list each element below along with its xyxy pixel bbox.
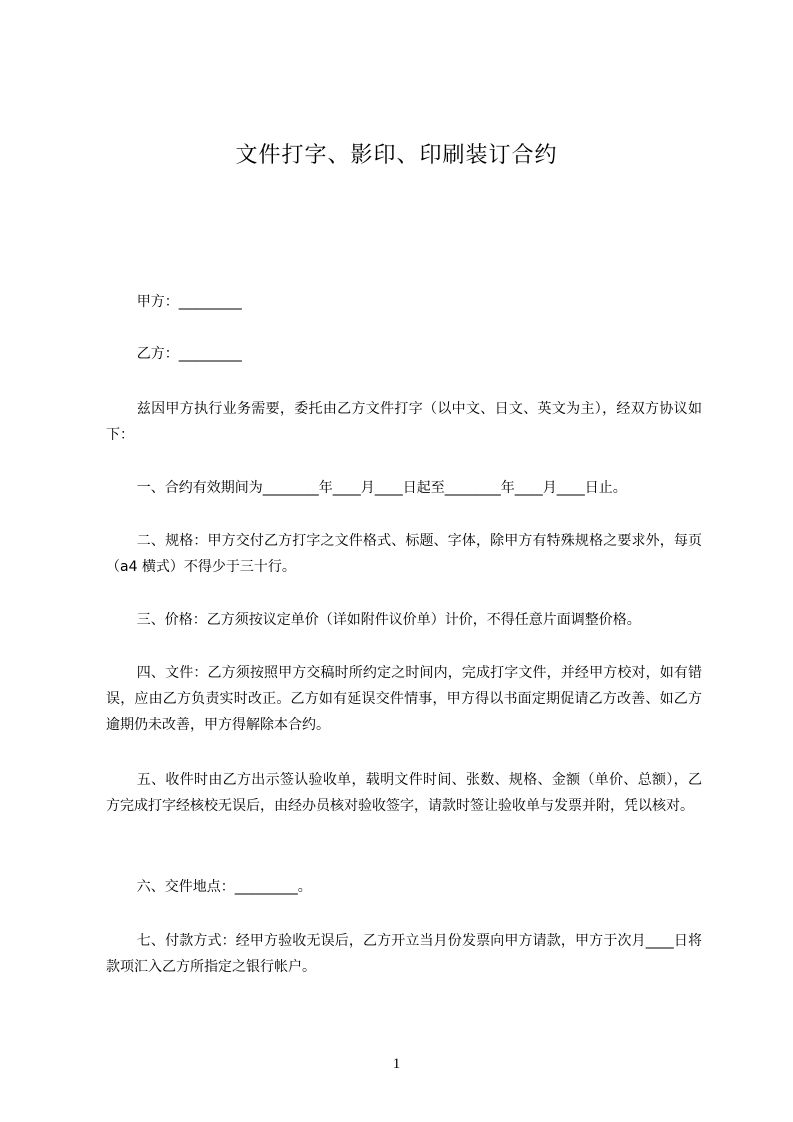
clause-4: 四、文件：乙方须按照甲方交稿时所约定之时间内，完成打字文件，并经甲方校对，如有错误，应由乙方负责实时改正。乙方如有延误交件情事，甲方得以书面定期促请乙方改善、如乙方逾期仍未改善，甲方得解除本合约。 <box>106 665 702 733</box>
clause-6: 六、交件地点：_________。 <box>136 879 312 895</box>
clause-3: 三、价格：乙方须按议定单价（详如附件议价单）计价，不得任意片面调整价格。 <box>136 612 641 628</box>
clause-5: 五、收件时由乙方出示签认验收单，载明文件时间、张数、规格、金额（单价、总额），乙方完成打字经核校无误后，由经办员核对验收签字，请款时签让验收单与发票并附，凭以核对。 <box>106 772 702 814</box>
clause-7: 七、付款方式：经甲方验收无误后，乙方开立当月份发票向甲方请款，甲方于次月____日将款项汇入乙方所指定之银行帐户。 <box>106 933 702 975</box>
page-title: 文件打字、影印、印刷装订合约 <box>235 143 558 168</box>
party-b-line: 乙方：_________ <box>136 346 242 362</box>
clause-2: 二、规格：甲方交付乙方打字之文件格式、标题、字体，除甲方有特殊规格之要求外，每页（a4 横式）不得少于三十行。 <box>106 533 702 575</box>
intro-paragraph: 兹因甲方执行业务需要，委托由乙方文件打字（以中文、日文、英文为主），经双方协议如下： <box>106 401 702 443</box>
party-a-line: 甲方：_________ <box>136 294 242 310</box>
page-number: 1 <box>392 1056 401 1072</box>
clause-1: 一、合约有效期间为________年____月____日起至________年____月____日止。 <box>136 480 627 496</box>
